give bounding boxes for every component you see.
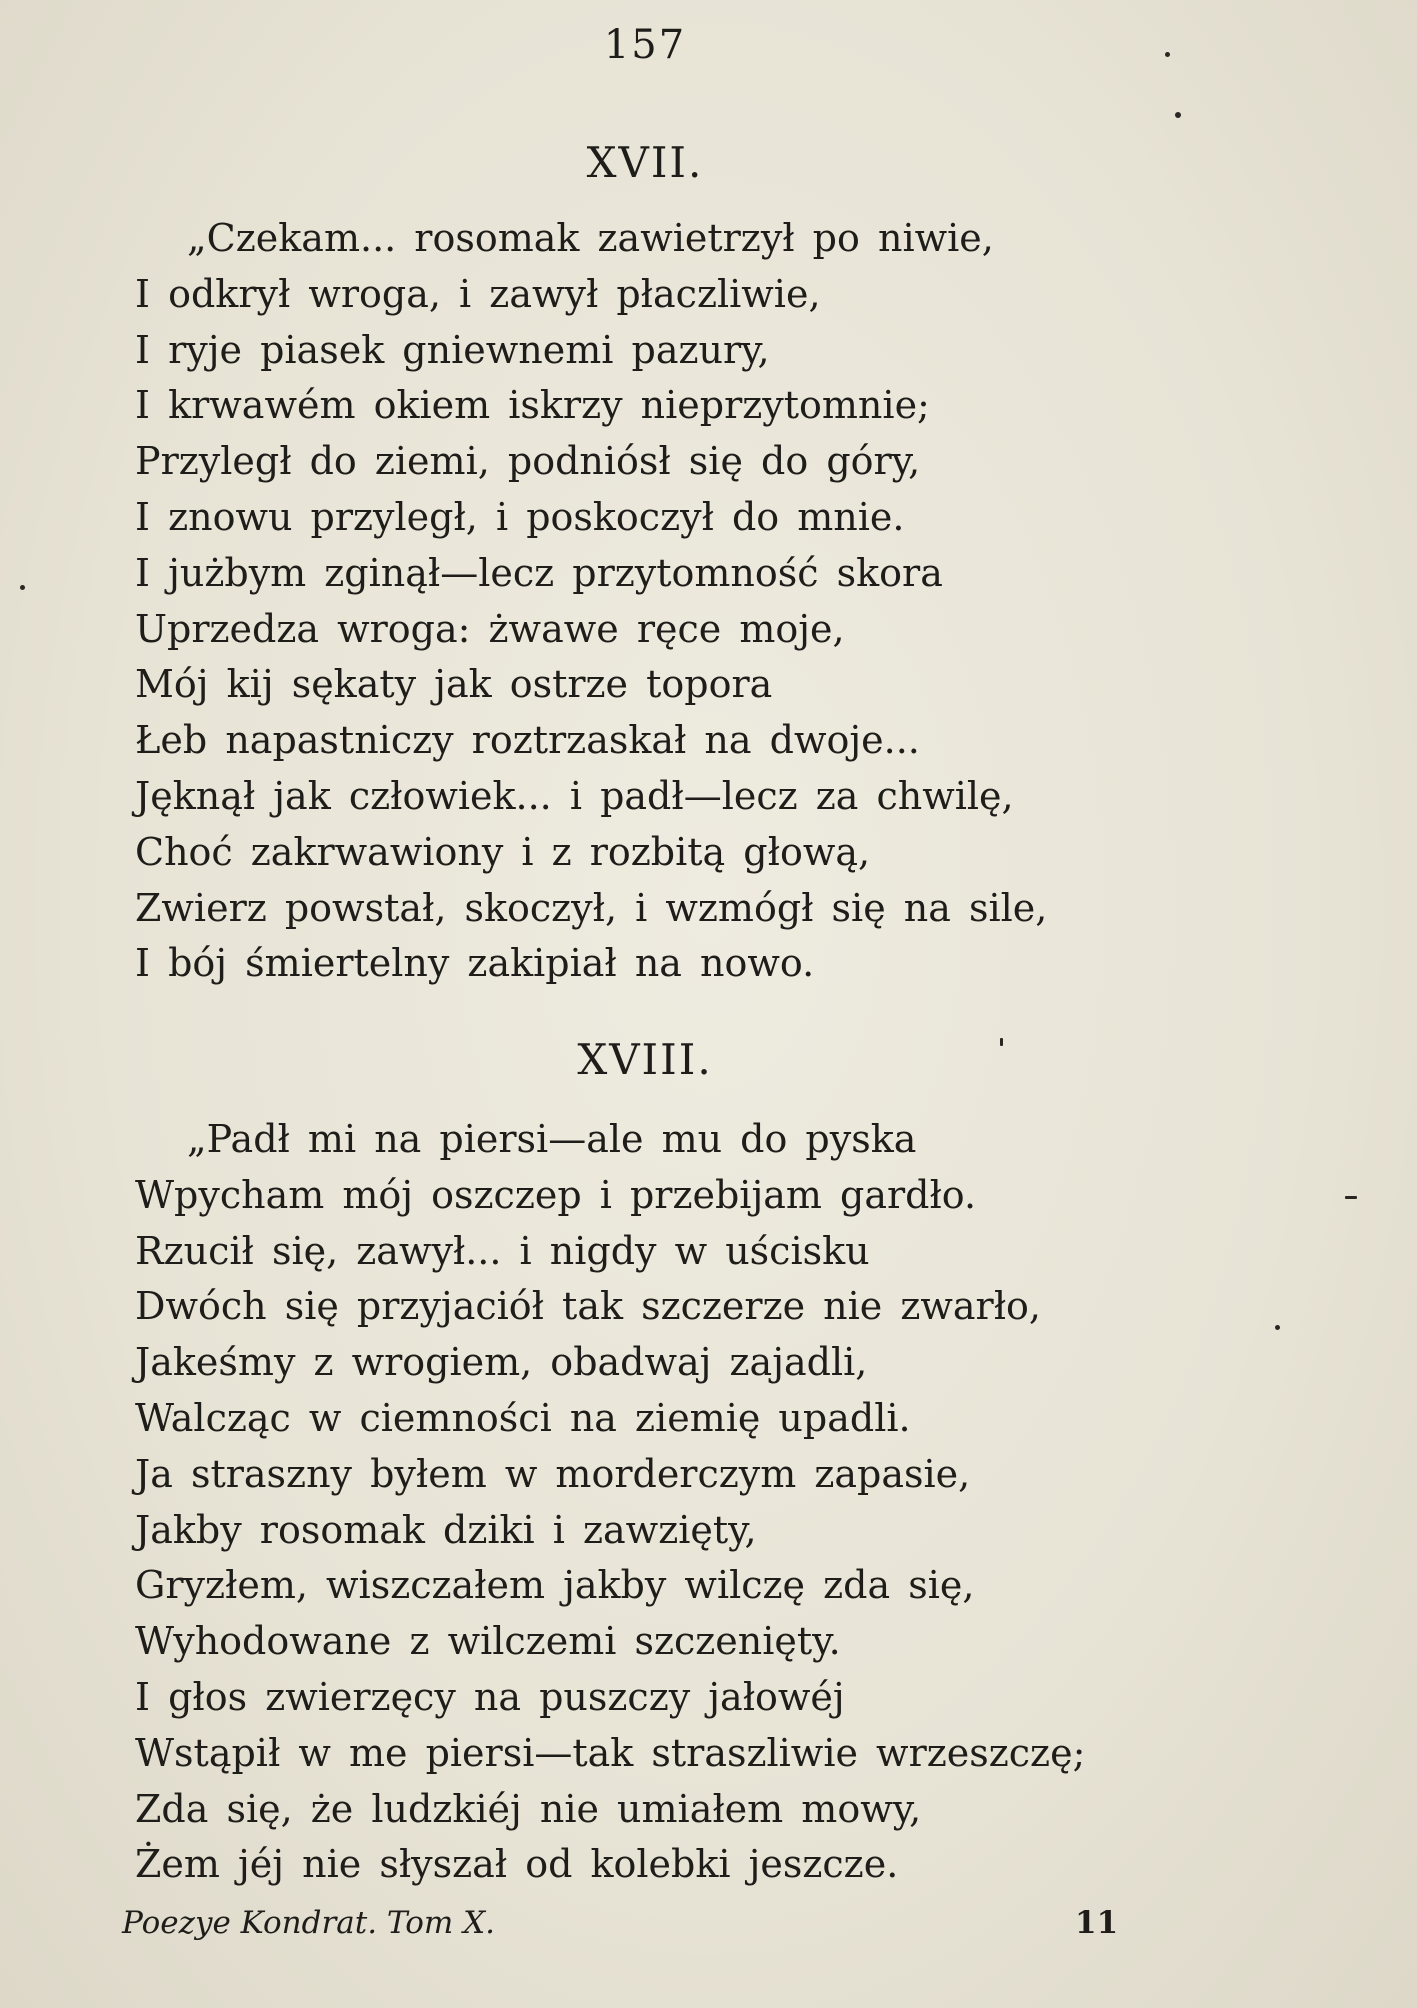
verse-line: I odkrył wroga, i zawył płaczliwie, [135, 271, 821, 316]
page-number: 157 [603, 22, 687, 68]
verse-line: Jakby rosomak dziki i zawzięty, [135, 1507, 757, 1552]
paper-speck [1275, 1325, 1280, 1330]
stanza-xvii [135, 211, 1047, 992]
verse-line: „Padł mi na piersi—ale mu do pyska [187, 1117, 917, 1161]
verse-line: Mój kij sękaty jak ostrze topora [135, 662, 773, 707]
sheet-number: 11 [1075, 1905, 1119, 1941]
verse-line: Dwóch się przyjaciół tak szczerze nie zwarło, [135, 1284, 1041, 1329]
verse-line: I krwawém okiem iskrzy nieprzytomnie; [135, 383, 930, 428]
verse-line: Ja straszny byłem w morderczym zapasie, [135, 1451, 971, 1496]
paper-speck [1165, 52, 1170, 57]
verse-line: Choć zakrwawiony i z rozbitą głową, [135, 829, 871, 874]
verse-line: Walcząc w ciemności na ziemię upadli. [135, 1395, 911, 1440]
paper-speck [1345, 1196, 1357, 1199]
verse-line: I znowu przyległ, i poskoczył do mnie. [135, 494, 905, 539]
verse-line: Uprzedza wroga: żwawe ręce moje, [135, 606, 845, 651]
verse-line: I jużbym zginął—lecz przytomność skora [135, 550, 943, 595]
verse-line: I ryje piasek gniewnemi pazury, [135, 327, 770, 372]
paper-speck [1000, 1038, 1003, 1046]
paper-speck [1175, 112, 1181, 118]
verse-line: Wstąpił w me piersi—tak straszliwie wrzeszczę; [135, 1730, 1086, 1775]
verse-line: Wyhodowane z wilczemi szczenięty. [135, 1619, 841, 1664]
verse-line: Wpycham mój oszczep i przebijam gardło. [135, 1172, 977, 1217]
paper-speck [20, 585, 25, 590]
verse-line: I głos zwierzęcy na puszczy jałowéj [135, 1674, 845, 1719]
verse-line: Zda się, że ludzkiéj nie umiałem mowy, [135, 1786, 922, 1831]
verse-line: Zwierz powstał, skoczył, i wzmógł się na sile, [135, 885, 1048, 930]
section-heading-xviii: XVIII. [577, 1035, 713, 1084]
verse-line: Rzucił się, zawył... i nigdy w uścisku [135, 1228, 870, 1273]
verse-line: I bój śmiertelny zakipiał na nowo. [135, 941, 815, 986]
verse-line: Łeb napastniczy roztrzaskał na dwoje... [135, 718, 920, 763]
verse-line: „Czekam... rosomak zawietrzył po niwie, [187, 216, 994, 260]
verse-line: Jakeśmy z wrogiem, obadwaj zajadli, [135, 1340, 868, 1385]
stanza-xviii [135, 1112, 1085, 1893]
verse-line: Przyległ do ziemi, podniósł się do góry, [135, 439, 921, 484]
verse-line: Gryzłem, wiszczałem jakby wilczę zda się, [135, 1563, 975, 1608]
section-heading-xvii: XVII. [586, 138, 704, 187]
verse-line: Jęknął jak człowiek... i padł—lecz za chwilę, [135, 773, 1014, 818]
verse-line: Żem jéj nie słyszał od kolebki jeszcze. [135, 1842, 899, 1887]
printer-signature: Poezye Kondrat. Tom X. [122, 1905, 496, 1941]
